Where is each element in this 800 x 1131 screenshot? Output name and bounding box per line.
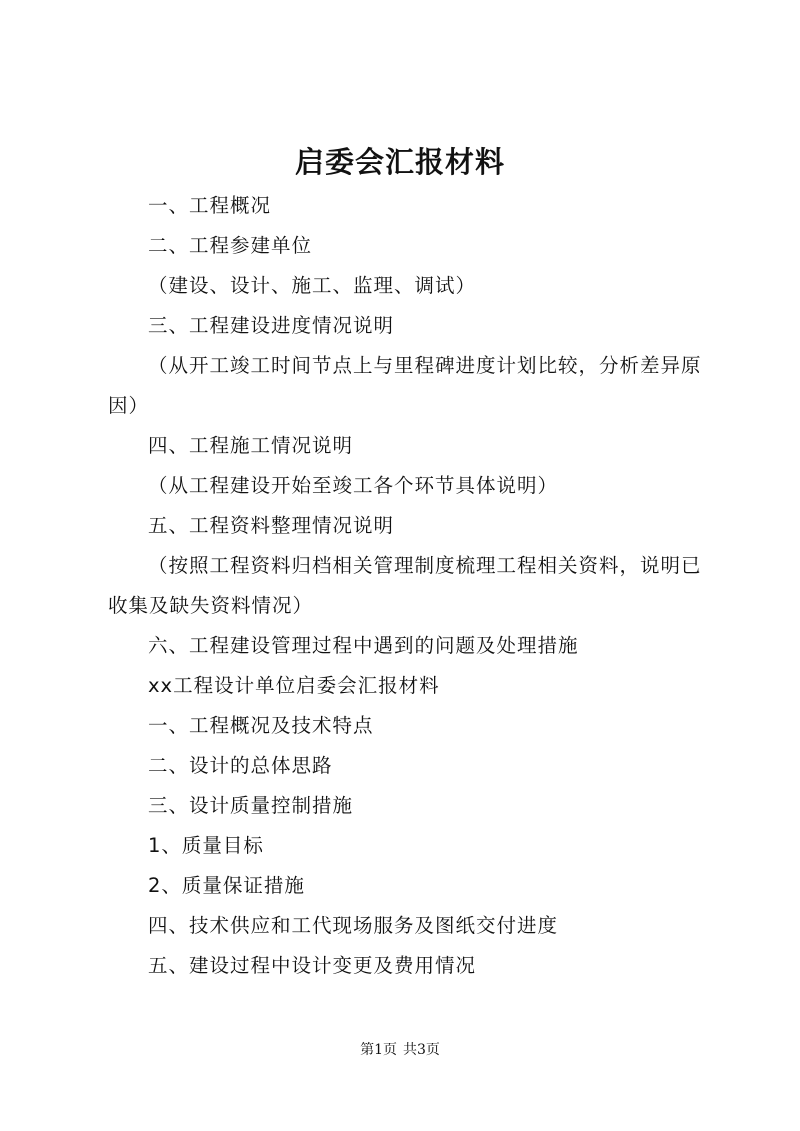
paragraph: （从开工竣工时间节点上与里程碑进度计划比较，分析差异原因） (108, 354, 702, 417)
paragraph: 四、工程施工情况说明 (148, 434, 354, 457)
document-body (108, 186, 702, 986)
paragraph: （按照工程资料归档相关管理制度梳理工程相关资料，说明已收集及缺失资料情况） (108, 554, 702, 617)
paragraph: 1、质量目标 (148, 834, 264, 857)
page-footer (0, 1040, 800, 1060)
paragraph: 一、工程概况及技术特点 (148, 714, 374, 737)
paragraph: （建设、设计、施工、监理、调试） (148, 274, 477, 297)
paragraph: （从工程建设开始至竣工各个环节具体说明） (148, 474, 559, 497)
paragraph: 三、设计质量控制措施 (148, 794, 354, 817)
paragraph: 六、工程建设管理过程中遇到的问题及处理措施 (148, 634, 579, 657)
paragraph: 五、工程资料整理情况说明 (148, 514, 395, 537)
paragraph: 五、建设过程中设计变更及费用情况 (148, 954, 477, 977)
paragraph: 2、质量保证措施 (148, 874, 305, 897)
paragraph: 四、技术供应和工代现场服务及图纸交付进度 (148, 914, 559, 937)
paragraph: 二、工程参建单位 (148, 234, 313, 257)
paragraph: 二、设计的总体思路 (148, 754, 333, 777)
paragraph: 一、工程概况 (148, 194, 272, 217)
page-total: 共3页 (403, 1042, 440, 1058)
paragraph: 三、工程建设进度情况说明 (148, 314, 395, 337)
page-number: 第1页 (360, 1042, 397, 1058)
document-title: 启委会汇报材料 (294, 145, 505, 179)
paragraph: xx工程设计单位启委会汇报材料 (148, 674, 440, 697)
